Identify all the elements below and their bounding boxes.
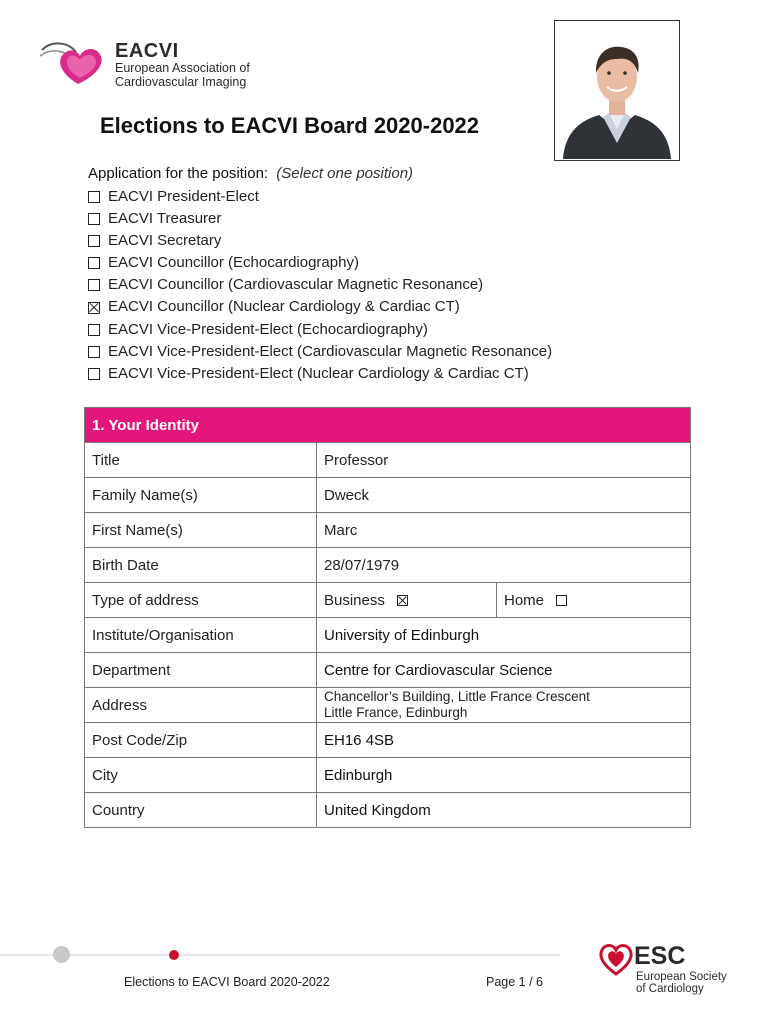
eacvi-logo [38, 38, 278, 94]
option-label: EACVI Vice-President-Elect (Cardiovascular Magnetic Resonance) [108, 342, 553, 360]
option-label: EACVI Treasurer [108, 210, 222, 228]
table-row [85, 653, 691, 688]
family-name-label: Family Name(s) [85, 478, 317, 513]
address-label: Address [85, 688, 317, 723]
option-vp-nuclear[interactable] [88, 363, 552, 385]
business-label: Business [324, 591, 385, 609]
esc-name: ESC [634, 942, 686, 970]
page-title: Elections to EACVI Board 2020-2022 [100, 113, 480, 138]
birth-date-label: Birth Date [85, 548, 317, 583]
option-councillor-cmr[interactable] [88, 274, 552, 296]
department-field[interactable]: Centre for Cardiovascular Science [317, 653, 691, 688]
identity-table [84, 407, 691, 828]
institute-field[interactable]: University of Edinburgh [317, 618, 691, 653]
checkbox[interactable] [88, 368, 100, 380]
option-vp-cmr[interactable] [88, 341, 552, 363]
postcode-field[interactable]: EH16 4SB [317, 723, 691, 758]
business-checkbox[interactable] [397, 595, 408, 606]
checkbox[interactable] [88, 324, 100, 336]
table-row [85, 513, 691, 548]
option-label: EACVI Councillor (Echocardiography) [108, 254, 359, 272]
table-row [85, 478, 691, 513]
esc-logo [598, 940, 738, 1000]
table-row [85, 583, 691, 618]
checkbox[interactable] [88, 257, 100, 269]
first-name-field[interactable]: Marc [317, 513, 691, 548]
checkbox[interactable] [88, 279, 100, 291]
option-vp-echo[interactable] [88, 319, 552, 341]
country-field[interactable]: United Kingdom [317, 793, 691, 828]
option-secretary[interactable] [88, 230, 552, 252]
birth-date-field[interactable]: 28/07/1979 [317, 548, 691, 583]
option-label: EACVI Secretary [108, 232, 222, 250]
address-line-1: Chancellor’s Building, Little France Crescent [324, 689, 590, 704]
option-councillor-nuclear[interactable] [88, 296, 552, 318]
table-row [85, 618, 691, 653]
candidate-photo [554, 20, 680, 161]
application-heading [88, 165, 413, 182]
city-label: City [85, 758, 317, 793]
title-field[interactable]: Professor [317, 443, 691, 478]
option-president-elect[interactable] [88, 186, 552, 208]
table-row [85, 443, 691, 478]
address-line-2: Little France, Edinburgh [324, 705, 468, 720]
department-label: Department [85, 653, 317, 688]
footer-doc-title: Elections to EACVI Board 2020-2022 [124, 975, 330, 989]
footer-divider [0, 954, 560, 956]
title-label: Title [85, 443, 317, 478]
table-row [85, 793, 691, 828]
table-row [85, 548, 691, 583]
identity-header-row [85, 408, 691, 443]
home-label: Home [504, 591, 545, 609]
application-label: Application for the position: [88, 165, 269, 182]
option-label: EACVI Vice-President-Elect (Nuclear Cardiology & Cardiac CT) [108, 364, 529, 382]
application-hint: (Select one position) [276, 165, 414, 182]
page-number: Page 1 / 6 [486, 975, 543, 989]
checkbox[interactable] [88, 346, 100, 358]
first-name-label: First Name(s) [85, 513, 317, 548]
table-row [85, 758, 691, 793]
address-type-label: Type of address [85, 583, 317, 618]
option-councillor-echo[interactable] [88, 252, 552, 274]
home-checkbox[interactable] [556, 595, 567, 606]
logo-name: EACVI [115, 40, 179, 62]
logo-subtitle-1: European Association of [115, 61, 250, 75]
address-field[interactable] [317, 688, 691, 723]
business-option[interactable] [317, 583, 497, 618]
footer-red-dot [169, 950, 179, 960]
institute-label: Institute/Organisation [85, 618, 317, 653]
checkbox-checked[interactable] [88, 302, 100, 314]
postcode-label: Post Code/Zip [85, 723, 317, 758]
checkbox[interactable] [88, 213, 100, 225]
table-row [85, 723, 691, 758]
esc-subtitle-2: of Cardiology [636, 983, 704, 995]
country-label: Country [85, 793, 317, 828]
checkbox[interactable] [88, 191, 100, 203]
esc-subtitle-1: European Society [636, 971, 727, 983]
option-label: EACVI Councillor (Cardiovascular Magnetic Resonance) [108, 276, 484, 294]
city-field[interactable]: Edinburgh [317, 758, 691, 793]
person-portrait [555, 21, 678, 159]
logo-subtitle-2: Cardiovascular Imaging [115, 75, 247, 89]
home-option[interactable] [497, 583, 691, 618]
option-label: EACVI Councillor (Nuclear Cardiology & Cardiac CT) [108, 298, 460, 316]
option-treasurer[interactable] [88, 208, 552, 230]
position-options [88, 186, 552, 385]
eacvi-heart-icon [38, 38, 110, 88]
option-label: EACVI President-Elect [108, 188, 259, 205]
checkbox[interactable] [88, 235, 100, 247]
esc-heart-icon [598, 942, 634, 976]
identity-section-title: 1. Your Identity [85, 408, 691, 443]
footer-grey-dot [53, 946, 70, 963]
option-label: EACVI Vice-President-Elect (Echocardiography) [108, 320, 428, 338]
table-row [85, 688, 691, 723]
family-name-field[interactable]: Dweck [317, 478, 691, 513]
